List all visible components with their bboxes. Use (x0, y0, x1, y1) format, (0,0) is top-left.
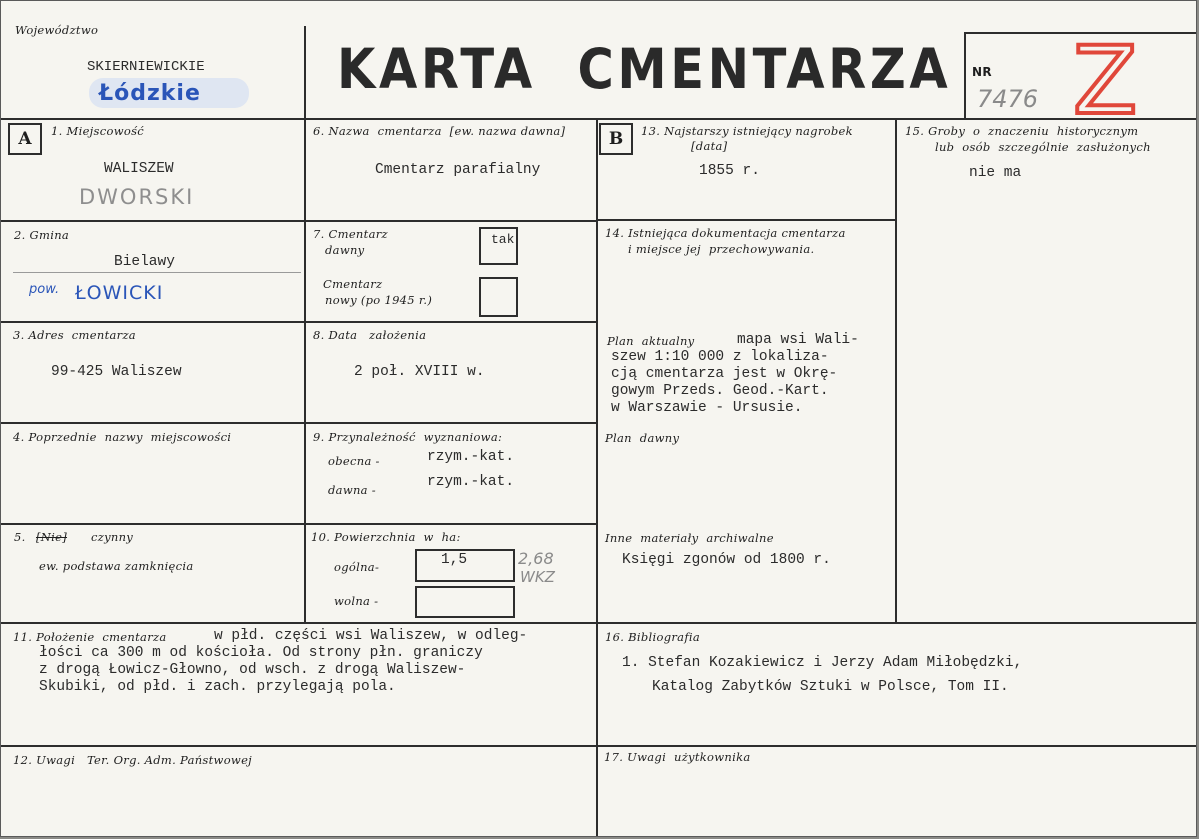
divider (1, 321, 597, 323)
divider (13, 272, 301, 273)
nr-label: NR (972, 65, 992, 79)
red-letter-mark (1071, 35, 1155, 117)
section-a-letter: A (8, 123, 42, 155)
f5-label: czynny (91, 530, 134, 544)
f4-label: 4. Poprzednie nazwy miejscowości (13, 430, 232, 444)
f8-value: 2 poł. XVIII w. (354, 364, 485, 380)
inne-materialy-value: Księgi zgonów od 1800 r. (622, 552, 831, 568)
f9-dawna-value: rzym.-kat. (427, 474, 515, 490)
divider (596, 118, 598, 836)
f11-line-3: z drogą Łowicz-Głowno, od wsch. z drogą Waliszew- (39, 662, 466, 678)
f16-label: 16. Bibliografia (605, 630, 701, 644)
divider (1, 745, 1196, 747)
f2-label: 2. Gmina (14, 228, 70, 242)
f13-value: 1855 r. (699, 163, 760, 179)
f7-label-2: dawny (325, 243, 365, 257)
f6-value: Cmentarz parafialny (375, 162, 541, 178)
wojewodztwo-value: SKIERNIEWICKIE (87, 59, 205, 75)
f3-label: 3. Adres cmentarza (13, 328, 136, 342)
section-b-letter: B (599, 123, 633, 155)
f6-label: 6. Nazwa cmentarza [ew. nazwa dawna] (313, 124, 566, 138)
divider (964, 32, 1196, 34)
f7-dawny-value: tak (491, 232, 515, 247)
f10-hand-2: WKZ (520, 568, 555, 586)
f9-obecna-value: rzym.-kat. (427, 449, 515, 465)
plan-aktualny-line-3: cją cmentarza jest w Okrę- (611, 366, 838, 382)
f12-label: 12. Uwagi Ter. Org. Adm. Państwowej (13, 753, 253, 767)
f15-label-2: lub osób szczególnie zasłużonych (935, 140, 1151, 154)
page-title: KARTA CMENTARZA (337, 37, 952, 101)
f10-ogolna-label: ogólna- (334, 560, 380, 574)
wojewodztwo-label: Województwo (15, 23, 99, 37)
f17-label: 17. Uwagi użytkownika (604, 750, 751, 764)
f15-value: nie ma (969, 165, 1022, 181)
f9-label: 9. Przynależność wyznaniowa: (313, 430, 503, 444)
plan-aktualny-line-2: szew 1:10 000 z lokaliza- (611, 349, 829, 365)
f13-label-2: [data] (691, 139, 728, 153)
wojewodztwo-stamp: Łódzkie (99, 81, 201, 106)
divider (895, 118, 897, 623)
f5-sub: ew. podstawa zamknięcia (39, 559, 194, 573)
divider (597, 219, 896, 221)
f10-wolna-input[interactable] (415, 586, 515, 618)
f1-hand: DWORSKI (79, 185, 195, 209)
plan-aktualny-line-1: mapa wsi Wali- (737, 332, 859, 348)
f5-label-prefix: 5. (14, 530, 26, 544)
f1-label: 1. Miejscowość (51, 124, 145, 138)
divider (304, 26, 306, 623)
f10-wolna-label: wolna - (334, 594, 379, 608)
f11-line-1: w płd. części wsi Waliszew, w odleg- (214, 628, 528, 644)
f3-value: 99-425 Waliszew (51, 364, 182, 380)
f14-label-2: i miejsce jej przechowywania. (628, 242, 815, 256)
f11-line-2: łości ca 300 m od kościoła. Od strony płn. graniczy (39, 645, 483, 661)
divider (964, 32, 966, 120)
f7-nowy-checkbox[interactable] (479, 277, 518, 317)
f14-label-1: 14. Istniejąca dokumentacja cmentarza (605, 226, 846, 240)
plan-aktualny-label: Plan aktualny (607, 334, 695, 348)
f9-obecna-label: obecna - (328, 454, 380, 468)
f7-label-1: 7. Cmentarz (313, 227, 388, 241)
red-letter: Z (1073, 35, 1138, 117)
f8-label: 8. Data założenia (313, 328, 427, 342)
divider (1, 523, 597, 525)
f10-hand-1: 2,68 (518, 549, 554, 568)
f7-label-4: nowy (po 1945 r.) (325, 293, 433, 307)
f2-hand-prefix: pow. (29, 282, 60, 297)
f2-hand: ŁOWICKI (75, 282, 164, 304)
f7-label-3: Cmentarz (323, 277, 383, 291)
f5-struck: [Nie] (36, 530, 68, 544)
f13-label-1: 13. Najstarszy istniejący nagrobek (641, 124, 853, 138)
f10-label: 10. Powierzchnia w ha: (311, 530, 461, 544)
f16-line-1: 1. Stefan Kozakiewicz i Jerzy Adam Miłobędzki, (622, 655, 1023, 671)
divider (1, 422, 597, 424)
plan-aktualny-line-5: w Warszawie - Ursusie. (611, 400, 803, 416)
plan-aktualny-line-4: gowym Przeds. Geod.-Kart. (611, 383, 829, 399)
f1-value: WALISZEW (104, 161, 174, 177)
divider (1, 622, 1196, 624)
nr-value: 7476 (977, 85, 1039, 113)
f15-label-1: 15. Groby o znaczeniu historycznym (905, 124, 1139, 138)
f2-value: Bielawy (114, 254, 175, 270)
inne-materialy-label: Inne materiały archiwalne (605, 531, 774, 545)
f9-dawna-label: dawna - (328, 483, 376, 497)
f11-line-4: Skubiki, od płd. i zach. przylegają pola. (39, 679, 396, 695)
divider (1, 118, 1196, 120)
plan-dawny-label: Plan dawny (605, 431, 680, 445)
f10-ogolna-value: 1,5 (441, 552, 468, 568)
divider (1, 220, 597, 222)
f11-label: 11. Położenie cmentarza (13, 630, 167, 644)
f16-line-2: Katalog Zabytków Sztuki w Polsce, Tom II. (652, 679, 1009, 695)
